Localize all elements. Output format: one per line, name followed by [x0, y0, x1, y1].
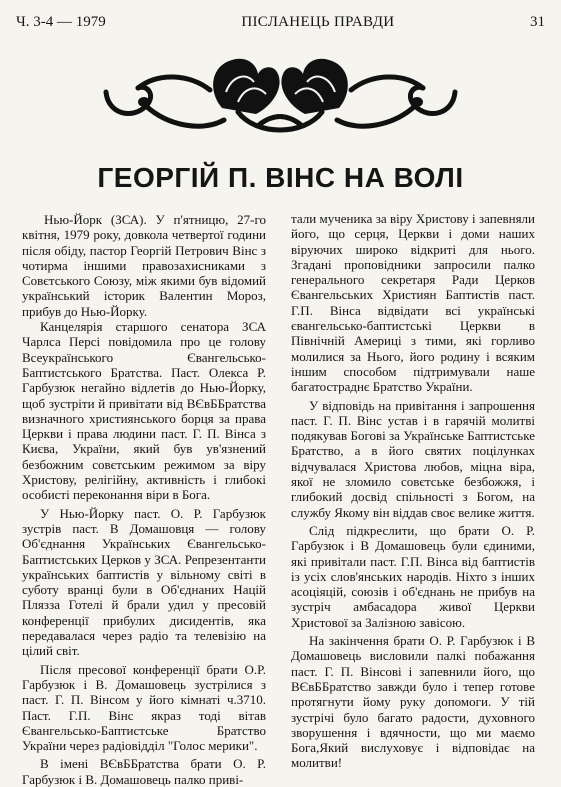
- paragraph: На закінчення брати О. Р. Гарбузюк і В Домашовець висловили палкі побажання паст. Г. П. Вінсові і запевнили його, що ВЄвББратство завжди було і тепер готове протягнути йому руку допомоги. У тій зустрічі було багато радости, духовного зворушення і вдячности, що ми маємо Бога,Який вислуховує і відповідає на молитви!: [291, 633, 535, 771]
- paragraph: У Нью-Йорку паст. О. Р. Гарбузюк зустрів паст. В Домашовця — голову Об'єднання Українських Євангельсько-Баптистських Церков у ЗСА. Репрезентанти українських баптистів у вільному світі в суботу вранці були в Об'єднаних Націй Плязза Готелі й брали удил у пресовій конференції прибулих дисидентів, яка передавалася через радіо та телевізію на цілий світ.: [22, 505, 266, 659]
- paragraph: Канцелярія старшого сенатора ЗСА Чарлса Персі повідомила про це голову Всеукраїнського Євангельсько-Баптистського Братства. Паст. Олекса Р. Гарбузюк негайно відлетів до Нью-Йорку, щоб зустріти й привітати від ВЄвББратства визначного християнського борця за права Церкви і права людини паст. Г. П. Вінса з Києва, України, який був ув'язнений безбожним совєтським режимом за віру Христову, релігійну, активність і глибокі особисті переконання віри в Бога.: [22, 319, 266, 503]
- article-title: ГЕОРГІЙ П. ВІНС НА ВОЛІ: [97, 162, 464, 193]
- journal-title: ПІСЛАНЕЦЬ ПРАВДИ: [241, 14, 395, 30]
- paragraph: тали мученика за віру Христову і запевняли його, що серця, Церкви і доми наших віруючих широко відкриті для нього. Згадані проповідники запросили палко генерального секретаря Ради Церков Євангельських Християн Баптистів паст. Г.П. Вінса відвідати всі українські євангельсько-баптистські Церкви в Північній Америці з тими, які горливо молилися за Нього, його родину і всяким іншим способом підтримували наше багатостраднє Братство України.: [291, 211, 535, 395]
- paragraph: У відповідь на привітання і запрошення паст. Г. П. Вінс устав і в гарячій молитві подякував Богові за Українське Баптистське Братство, а в його святих поцілунках відчувалася Христова любов, міцна віра, якої не зломило совєтське безбожжя, і глибокий досвід спільності з Богом, на службу Якому він віддав своє велике життя.: [291, 397, 535, 520]
- running-header: [16, 14, 545, 36]
- paragraph: В імені ВЄвББратства брати О. Р. Гарбузюк і В. Домашовець палко приві-: [22, 756, 266, 787]
- page-number: 31: [529, 14, 545, 30]
- paragraph: Після пресової конференції брати О.Р. Гарбузюк і В. Домашовець зустрілися з паст. Г. П. Вінсом у його кімнаті ч.3710. Паст. Г.П. Вінс якраз тоді вітав Євангельсько-Баптистське Братство України через радіовідділ "Голос мерики".: [22, 661, 266, 754]
- paragraph: Слід підкреслити, що брати О. Р. Гарбузюк і В Домашовець були єдиними, які привітали паст. Г.П. Вінса від баптистів із усіх слов'янських народів. Ніхто з інших асоціяцій, союзів і об'єднань не прибув на зустріч амбасадора живої Церкви Христової за Залізною завісою.: [291, 522, 535, 630]
- floral-ornament-icon: [98, 52, 463, 142]
- left-column: [22, 212, 266, 787]
- issue-number: Ч. 3-4 — 1979: [16, 14, 106, 30]
- paragraph: Нью-Йорк (ЗСА). У п'ятницю, 27-го квітня, 1979 року, довкола четвертої години після обіду, пастор Георгій Петрович Вінс з чотирма іншими правозахисниками з Совєтського Союзу, між якими був відомий український історик Валентин Мороз, прибув до Нью-Йорку.: [22, 212, 266, 319]
- right-column: [291, 211, 535, 771]
